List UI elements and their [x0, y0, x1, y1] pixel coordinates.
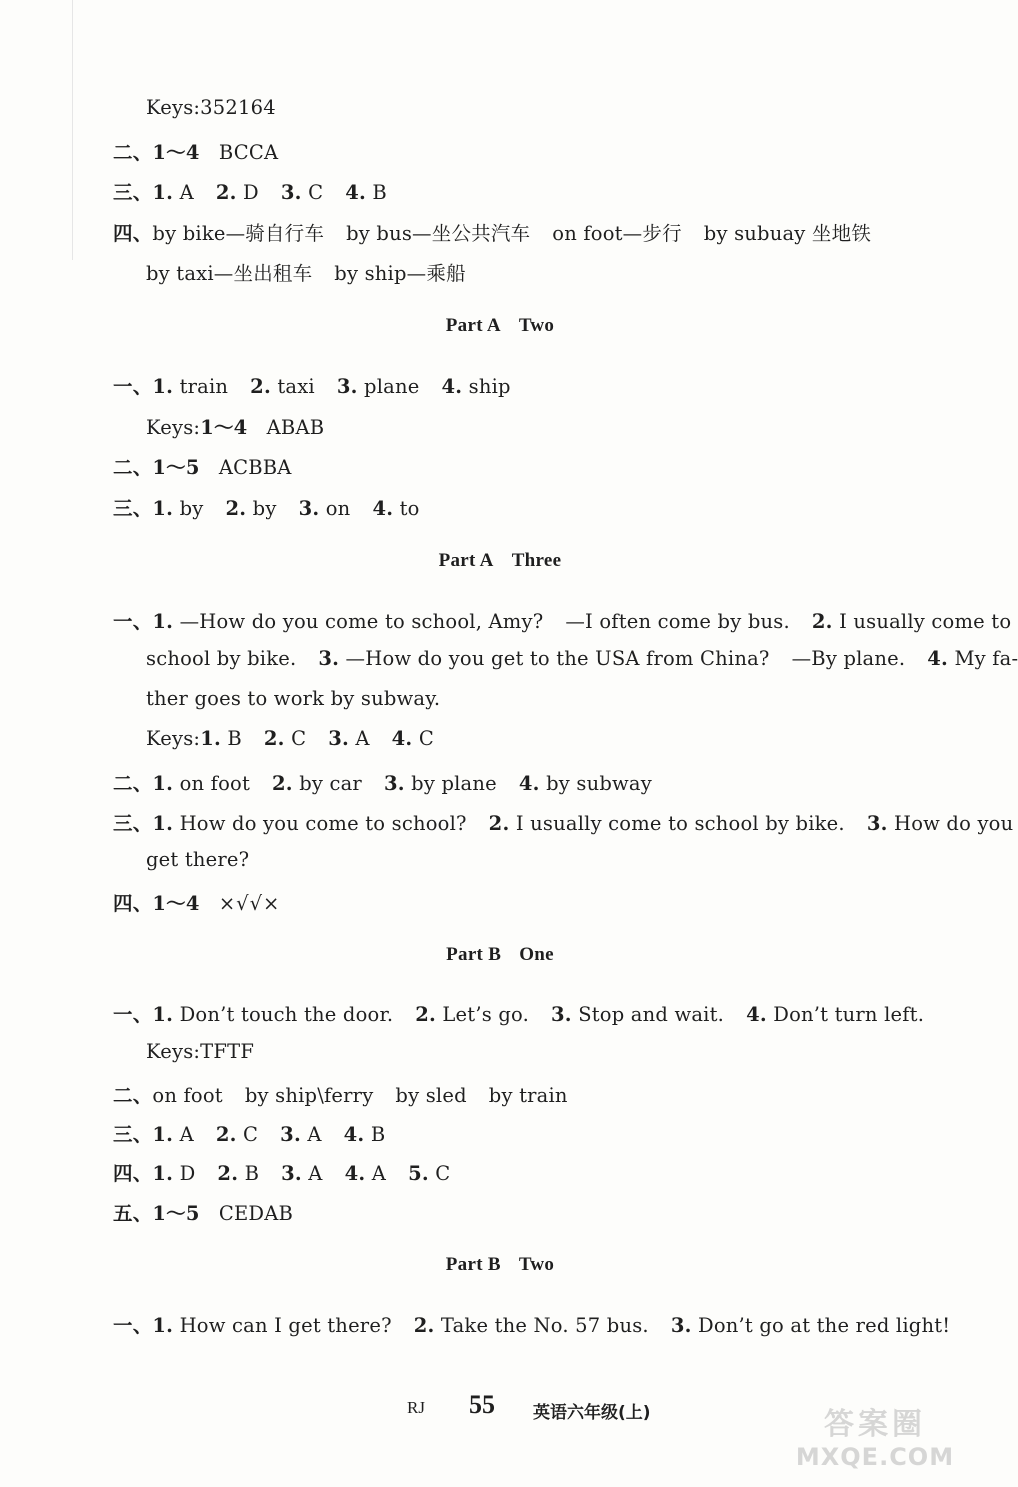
answer-line: 四、by bike—骑自行车 by bus—坐公共汽车 on foot—步行 by subuay 坐地铁 — [113, 222, 872, 245]
section-heading: Part A Three — [438, 550, 562, 571]
answer-line: Keys:TFTF — [146, 1040, 255, 1063]
answer-line: 三、1. How do you come to school? 2. I usually come to school by bike. 3. How do you — [113, 812, 1014, 835]
answer-line: 四、1. D 2. B 3. A 4. A 5. C — [113, 1162, 451, 1185]
answer-line: 一、1. How can I get there? 2. Take the No. 57 bus. 3. Don’t go at the red light! — [113, 1314, 951, 1337]
section-heading: Part A Two — [445, 315, 555, 336]
answer-line: 四、1～4 ×√√× — [113, 892, 281, 915]
answer-line: 一、1. train 2. taxi 3. plane 4. ship — [113, 375, 511, 398]
answer-line: Keys:352164 — [146, 96, 276, 119]
answer-line: by taxi—坐出租车 by ship—乘船 — [146, 262, 466, 285]
answer-line: 三、1. by 2. by 3. on 4. to — [113, 497, 420, 520]
answer-line: 三、1. A 2. D 3. C 4. B — [113, 181, 387, 204]
page-number: 55 — [469, 1390, 495, 1419]
answer-line: 二、1～4 BCCA — [113, 141, 279, 164]
answer-line: get there? — [146, 848, 250, 871]
answer-line: ther goes to work by subway. — [146, 687, 441, 710]
margin-line — [72, 0, 73, 260]
answer-line: 一、1. —How do you come to school, Amy? —I often come by bus. 2. I usually come to — [113, 610, 1012, 633]
section-heading: Part B One — [446, 944, 554, 965]
edition-code: RJ — [407, 1398, 425, 1417]
book-title: 英语六年级(上) — [533, 1403, 651, 1423]
answer-line: school by bike. 3. —How do you get to the USA from China? —By plane. 4. My fa- — [146, 647, 1018, 670]
answer-line: 三、1. A 2. C 3. A 4. B — [113, 1123, 386, 1146]
answer-line: 二、1. on foot 2. by car 3. by plane 4. by subway — [113, 772, 652, 795]
answer-line: 五、1～5 CEDAB — [113, 1202, 294, 1225]
answer-line: 二、1～5 ACBBA — [113, 456, 292, 479]
answer-line: Keys:1. B 2. C 3. A 4. C — [146, 727, 434, 750]
section-heading: Part B Two — [445, 1254, 555, 1275]
site-watermark: 答案圈 MXQE.COM — [795, 1407, 955, 1471]
answer-line: 一、1. Don’t touch the door. 2. Let’s go. 3. Stop and wait. 4. Don’t turn left. — [113, 1003, 925, 1026]
answer-line: Keys:1～4 ABAB — [146, 416, 325, 439]
answer-line: 二、on foot by ship\ferry by sled by train — [113, 1084, 568, 1107]
